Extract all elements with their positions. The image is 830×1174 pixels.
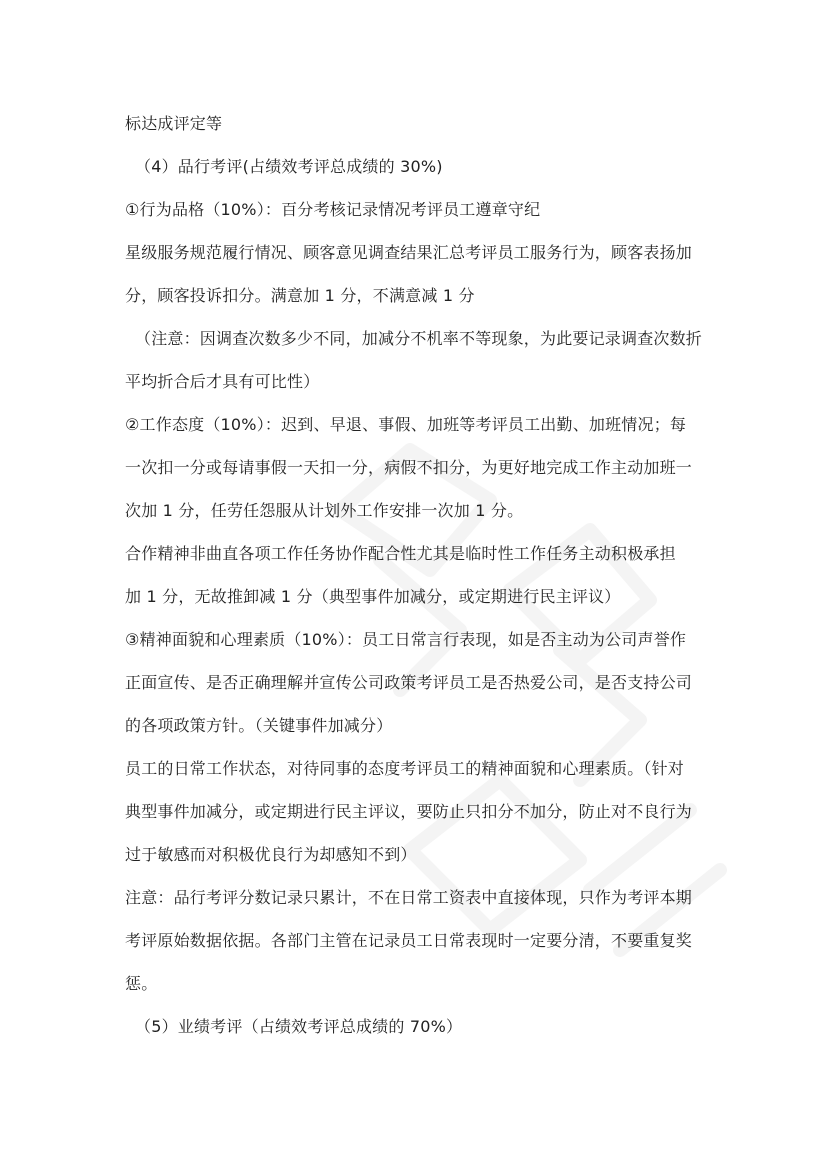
doc-line-12: 加 1 分，无故推卸减 1 分（典型事件加减分，或定期进行民主评议） (125, 587, 621, 606)
doc-line-15: 的各项政策方针。（关键事件加减分） (125, 716, 393, 735)
doc-line-4: 星级服务规范履行情况、顾客意见调查结果汇总考评员工服务行为，顾客表扬加 (125, 243, 693, 262)
doc-line-21: 惩。 (125, 974, 158, 993)
doc-line-10: 次加 1 分，任劳任怨服从计划外工作安排一次加 1 分。 (125, 501, 524, 520)
doc-line-16: 员工的日常工作状态，对待同事的态度考评员工的精神面貌和心理素质。（针对 (125, 759, 685, 778)
doc-line-17: 典型事件加减分，或定期进行民主评议，要防止只扣分不加分，防止对不良行为 (125, 802, 693, 821)
doc-line-8: ②工作态度（10%）：迟到、早退、事假、加班等考评员工出勤、加班情况；每 (125, 415, 687, 434)
doc-line-18: 过于敏感而对积极优良行为却感知不到） (125, 845, 417, 864)
doc-line-14: 正面宣传、是否正确理解并宣传公司政策考评员工是否热爱公司，是否支持公司 (125, 673, 693, 692)
doc-line-20: 考评原始数据依据。各部门主管在记录员工日常表现时一定要分清，不要重复奖 (125, 931, 693, 950)
doc-line-11: 合作精神非曲直各项工作任务协作配合性尤其是临时性工作任务主动积极承担 (125, 544, 676, 563)
doc-heading-pinxing: （4）品行考评(占绩效考评总成绩的 30%) (135, 157, 443, 176)
doc-line-1: 标达成评定等 (125, 114, 223, 133)
doc-line-9: 一次扣一分或每请事假一天扣一分，病假不扣分，为更好地完成工作主动加班一 (125, 458, 693, 477)
doc-line-19: 注意：品行考评分数记录只累计，不在日常工资表中直接体现，只作为考评本期 (125, 888, 693, 907)
doc-line-5: 分，顾客投诉扣分。满意加 1 分，不满意减 1 分 (125, 286, 475, 305)
doc-line-13: ③精神面貌和心理素质（10%）：员工日常言行表现，如是否主动为公司声誉作 (125, 630, 687, 649)
doc-line-6: （注意：因调查次数多少不同，加减分不机率不等现象，为此要记录调查次数折 (135, 329, 703, 348)
doc-line-3: ①行为品格（10%）：百分考核记录情况考评员工遵章守纪 (125, 200, 541, 219)
doc-heading-yeji: （5）业绩考评（占绩效考评总成绩的 70%） (135, 1017, 463, 1036)
doc-line-7: 平均折合后才具有可比性） (125, 372, 320, 391)
